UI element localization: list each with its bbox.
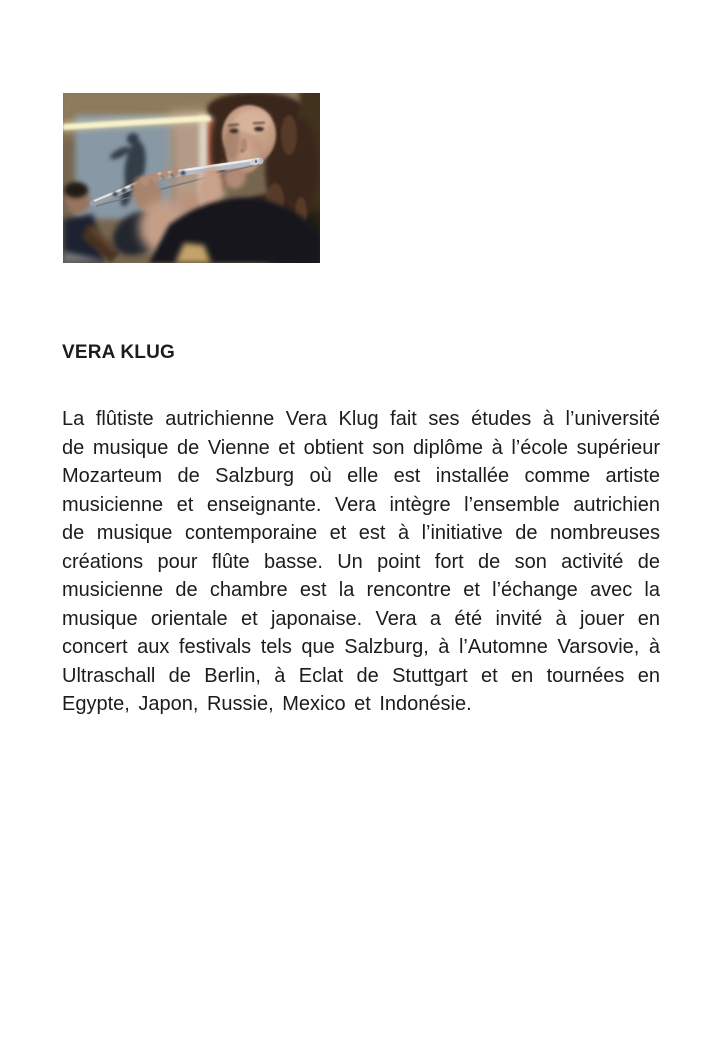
bio-paragraph: La flûtiste autrichienne Vera Klug fait ses études à l’université de musique de Vienne et obtient son diplôme à l’école supérieur Mozarteum de Salzburg où elle est installée comme artiste musicienne et enseignante. Vera intègre l’ensemble autrichien de musique contemporaine et est à l’initiative de nombreuses créations pour flûte basse. Un point fort de son activité de musicienne de chambre est la rencontre et l’échange avec la musique orientale et japonaise. Vera a été invité à jouer en concert aux festivals tels que Salzburg, à l’Automne Varsovie, à Ultraschall de Berlin, à Eclat de Stuttgart et en tournées en Egypte, Japon, Russie, Mexico et Indonésie. xyxy=(62,408,660,715)
flutist-photo xyxy=(63,93,320,263)
flutist-photo-art xyxy=(63,93,320,263)
section-heading: VERA KLUG xyxy=(62,341,175,363)
